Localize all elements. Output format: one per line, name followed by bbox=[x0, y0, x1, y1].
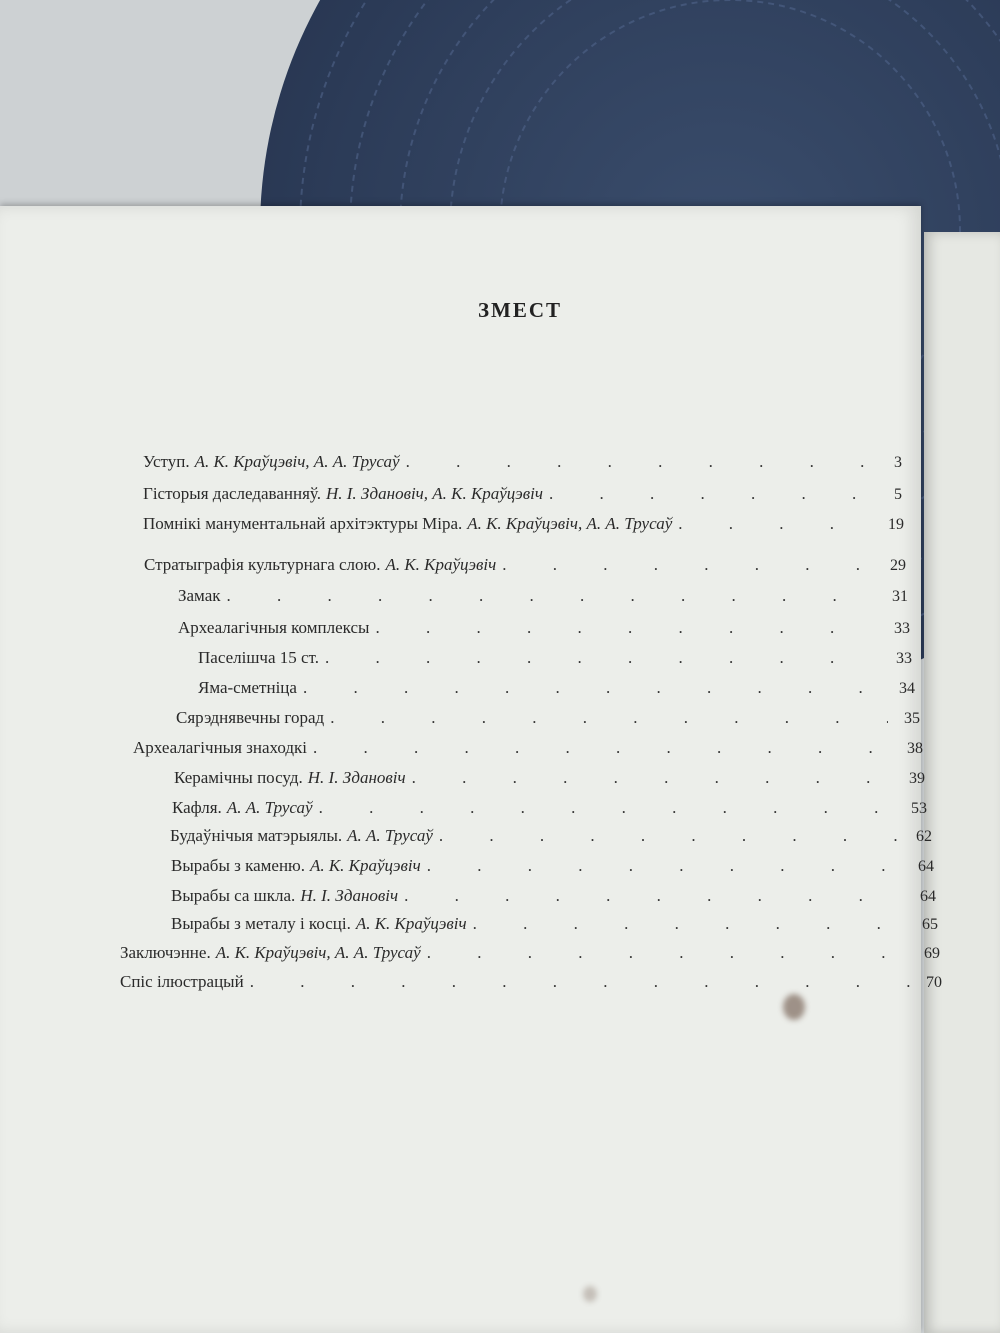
toc-entry-page: 35 bbox=[904, 710, 920, 727]
toc-entry bbox=[178, 618, 910, 638]
toc-entry-page: 64 bbox=[918, 858, 934, 875]
page-title: ЗМЕСТ bbox=[477, 298, 563, 322]
toc-entry bbox=[143, 452, 902, 472]
toc-entry-page: 33 bbox=[896, 650, 912, 667]
toc-entry-authors: Н. І. Здановіч, А. К. Краўцэвіч bbox=[325, 484, 543, 503]
dot-leader bbox=[549, 484, 870, 504]
dot-leader bbox=[678, 514, 872, 534]
stain-mark bbox=[583, 1286, 597, 1302]
toc-entry-page: 69 bbox=[924, 945, 940, 962]
toc-entry-title: Вырабы з каменю. bbox=[171, 856, 305, 875]
toc-entry-authors: А. К. Краўцэвіч bbox=[385, 555, 497, 574]
toc-entry-title: Вырабы з металу і косці. bbox=[171, 914, 351, 933]
toc-entry-page: 29 bbox=[890, 557, 906, 574]
toc-entry-page: 53 bbox=[911, 800, 927, 817]
toc-entry bbox=[198, 678, 915, 698]
toc-entry-page: 39 bbox=[909, 770, 925, 787]
toc-entry-authors: Н. І. Здановіч bbox=[300, 886, 399, 905]
dot-leader bbox=[404, 886, 904, 906]
toc-entry-page: 65 bbox=[922, 916, 938, 933]
toc-entry bbox=[143, 484, 902, 504]
toc-entry bbox=[144, 555, 906, 575]
toc-entry-page: 62 bbox=[916, 828, 932, 845]
toc-entry-authors: А. К. Краўцэвіч, А. А. Трусаў bbox=[215, 943, 421, 962]
stain-mark bbox=[783, 994, 805, 1020]
dot-leader bbox=[502, 555, 874, 575]
toc-entry-title: Сярэднявечны горад bbox=[176, 708, 325, 727]
dot-leader bbox=[406, 452, 870, 472]
toc-entry-title: Паселішча 15 ст. bbox=[198, 648, 319, 667]
dot-leader bbox=[412, 768, 893, 788]
toc-entry-title: Уступ. bbox=[143, 452, 190, 471]
dot-leader bbox=[375, 618, 878, 638]
dot-leader bbox=[250, 972, 910, 992]
toc-entry-authors: А. А. Трусаў bbox=[347, 826, 433, 845]
toc-entry-title: Гісторыя даследаванняў. bbox=[143, 484, 321, 503]
dot-leader bbox=[303, 678, 883, 698]
toc-entry bbox=[120, 943, 940, 963]
toc-entry bbox=[171, 886, 936, 906]
toc-entry-authors: А. К. Краўцэвіч, А. А. Трусаў bbox=[194, 452, 400, 471]
toc-entry-page: 33 bbox=[894, 620, 910, 637]
dot-leader bbox=[439, 826, 900, 846]
toc-entry-title: Помнікі манументальнай архітэктуры Міра. bbox=[143, 514, 463, 533]
dot-leader bbox=[427, 943, 908, 963]
toc-entry bbox=[120, 972, 942, 992]
toc-entry bbox=[198, 648, 912, 668]
toc-entry bbox=[143, 514, 904, 534]
facing-page bbox=[924, 232, 1000, 1333]
toc-entry-title: Будаўнічыя матэрыялы. bbox=[170, 826, 343, 845]
toc-entry-title: Стратыграфія культурнага слою. bbox=[144, 555, 381, 574]
toc-entry-authors: А. К. Краўцэвіч bbox=[355, 914, 467, 933]
toc-entry-title: Замак bbox=[178, 586, 221, 605]
toc-entry-authors: А. А. Трусаў bbox=[226, 798, 313, 817]
dot-leader bbox=[330, 708, 888, 728]
toc-entry-page: 31 bbox=[892, 588, 908, 605]
toc-entry-page: 38 bbox=[907, 740, 923, 757]
toc-entry-page: 5 bbox=[894, 486, 902, 503]
toc-entry bbox=[170, 826, 932, 846]
dot-leader bbox=[325, 648, 880, 668]
toc-entry-page: 19 bbox=[888, 516, 904, 533]
toc-entry-title: Вырабы са шкла. bbox=[171, 886, 296, 905]
toc-entry-title: Спіс ілюстрацый bbox=[120, 972, 244, 991]
toc-entry-title: Археалагічныя комплексы bbox=[178, 618, 370, 637]
toc-entry-title: Заключэнне. bbox=[120, 943, 211, 962]
toc-entry bbox=[172, 798, 927, 818]
dot-leader bbox=[473, 914, 906, 934]
toc-entry bbox=[176, 708, 920, 728]
toc-entry-authors: Н. І. Здановіч bbox=[307, 768, 406, 787]
toc-entry-page: 70 bbox=[926, 974, 942, 991]
toc-entry-title: Археалагічныя знаходкі bbox=[133, 738, 308, 757]
dot-leader bbox=[227, 586, 876, 606]
toc-entry-authors: А. К. Краўцэвіч, А. А. Трусаў bbox=[467, 514, 673, 533]
toc-entry-page: 64 bbox=[920, 888, 936, 905]
toc-entry bbox=[133, 738, 923, 758]
toc-entry-authors: А. К. Краўцэвіч bbox=[310, 856, 421, 875]
dot-leader bbox=[427, 856, 902, 876]
toc-entry bbox=[171, 856, 934, 876]
dot-leader bbox=[319, 798, 895, 818]
toc-entry-title: Яма-сметніца bbox=[198, 678, 297, 697]
toc-entry-page: 3 bbox=[894, 454, 902, 471]
toc-entry bbox=[174, 768, 925, 788]
dot-leader bbox=[313, 738, 891, 758]
toc-entry bbox=[178, 586, 908, 606]
toc-entry-title: Кафля. bbox=[172, 798, 222, 817]
toc-entry-title: Керамічны посуд. bbox=[174, 768, 303, 787]
toc-entry bbox=[171, 914, 938, 934]
toc-entry-page: 34 bbox=[899, 680, 915, 697]
